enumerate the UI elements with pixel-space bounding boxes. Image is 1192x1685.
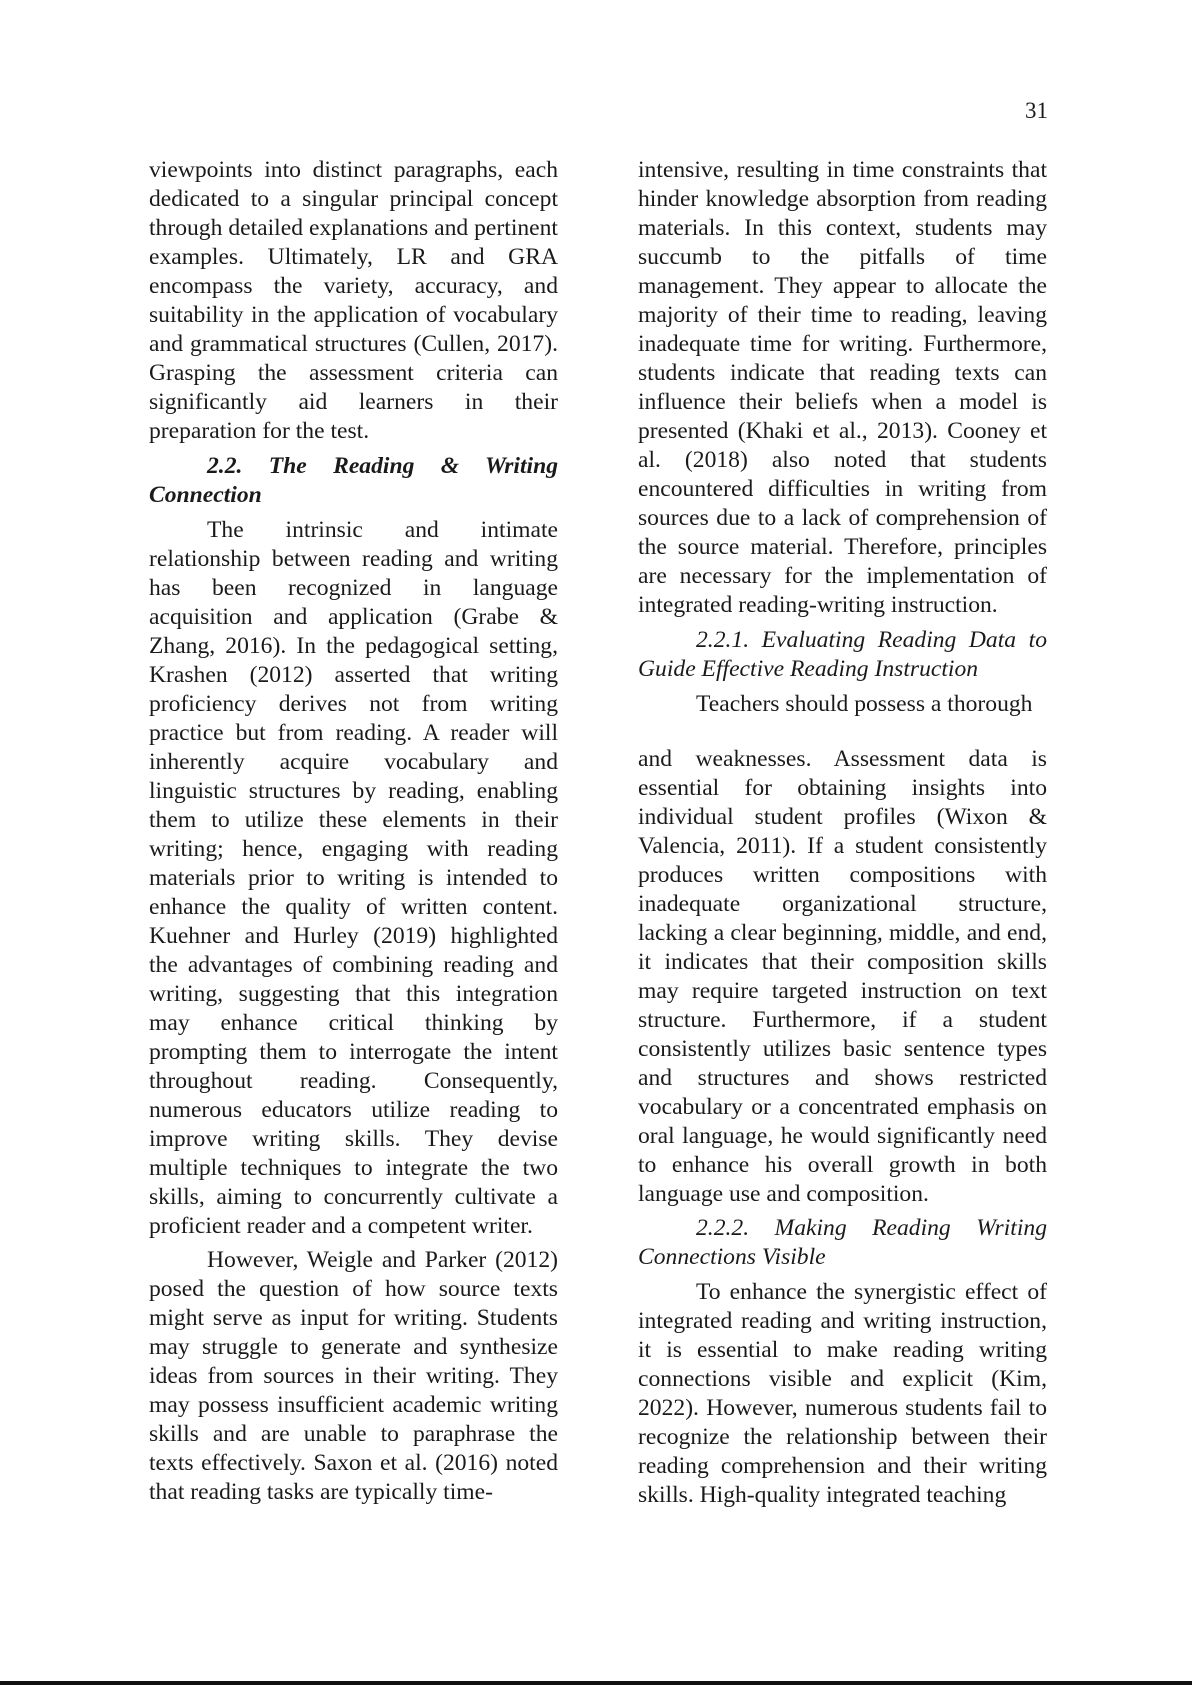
right-column-bottom: [638, 745, 1047, 1510]
paragraph: To enhance the synergistic effect of integrated reading and writing instruction, it is essential to make reading writing connections visible and explicit (Kim, 2022). However, numerous students fail to recognize the relationship between their reading comprehension and their writing skills. High-quality integrated teaching: [638, 1279, 1047, 1508]
subsection-heading: 2.2.2. Making Reading Writing Connections Visible: [638, 1215, 1047, 1270]
paragraph: The intrinsic and intimate relationship between reading and writing has been recognized in language acquisition and application (Grabe & Zhang, 2016). In the pedagogical setting, Krashen (2012) asserted that writing proficiency derives not from writing practice but from reading. A reader will inherently acquire vocabulary and linguistic structures by reading, enabling them to utilize these elements in their writing; hence, engaging with reading materials prior to writing is intended to enhance the quality of written content. Kuehner and Hurley (2019) highlighted the advantages of combining reading and writing, suggesting that this integration may enhance critical thinking by prompting them to interrogate the intent throughout reading. Consequently, numerous educators utilize reading to improve writing skills. They devise multiple techniques to integrate the two skills, aiming to concurrently cultivate a proficient reader and a competent writer.: [149, 517, 558, 1239]
paragraph: intensive, resulting in time constraints that hinder knowledge absorption from reading materials. In this context, students may succumb to the pitfalls of time management. They appear to allocate the majority of their time to reading, leaving inadequate time for writing. Furthermore, students indicate that reading texts can influence their beliefs when a model is presented (Khaki et al., 2013). Cooney et al. (2018) also noted that students encountered difficulties in writing from sources due to a lack of comprehension of the source material. Therefore, principles are necessary for the implementation of integrated reading-writing instruction.: [638, 157, 1047, 618]
paragraph: viewpoints into distinct paragraphs, each dedicated to a singular principal concept through detailed explanations and pertinent examples. Ultimately, LR and GRA encompass the variety, accuracy, and suitability in the application of vocabulary and grammatical structures (Cullen, 2017). Grasping the assessment criteria can significantly aid learners in their preparation for the test.: [149, 157, 558, 444]
right-column-top: [638, 156, 1047, 719]
page-number: 31: [1025, 98, 1048, 123]
paragraph: However, Weigle and Parker (2012) posed the question of how source texts might serve as input for writing. Students may struggle to generate and synthesize ideas from sources in their writing. They may possess insufficient academic writing skills and are unable to paraphrase the texts effectively. Saxon et al. (2016) noted that reading tasks are typically time-: [149, 1247, 558, 1505]
left-column: [149, 156, 558, 1507]
bottom-border: [0, 1681, 1192, 1685]
paragraph: Teachers should possess a thorough: [696, 691, 1033, 717]
subsection-heading: 2.2.1. Evaluating Reading Data to Guide Effective Reading Instruction: [638, 627, 1047, 682]
section-heading: 2.2. The Reading & Writing Connection: [149, 453, 558, 508]
paragraph: and weaknesses. Assessment data is essential for obtaining insights into individual student profiles (Wixon & Valencia, 2011). If a student consistently produces written compositions with inadequate organizational structure, lacking a clear beginning, middle, and end, it indicates that their composition skills may require targeted instruction on text structure. Furthermore, if a student consistently utilizes basic sentence types and structures and shows restricted vocabulary or a concentrated emphasis on oral language, he would significantly need to enhance his overall growth in both language use and composition.: [638, 746, 1047, 1207]
